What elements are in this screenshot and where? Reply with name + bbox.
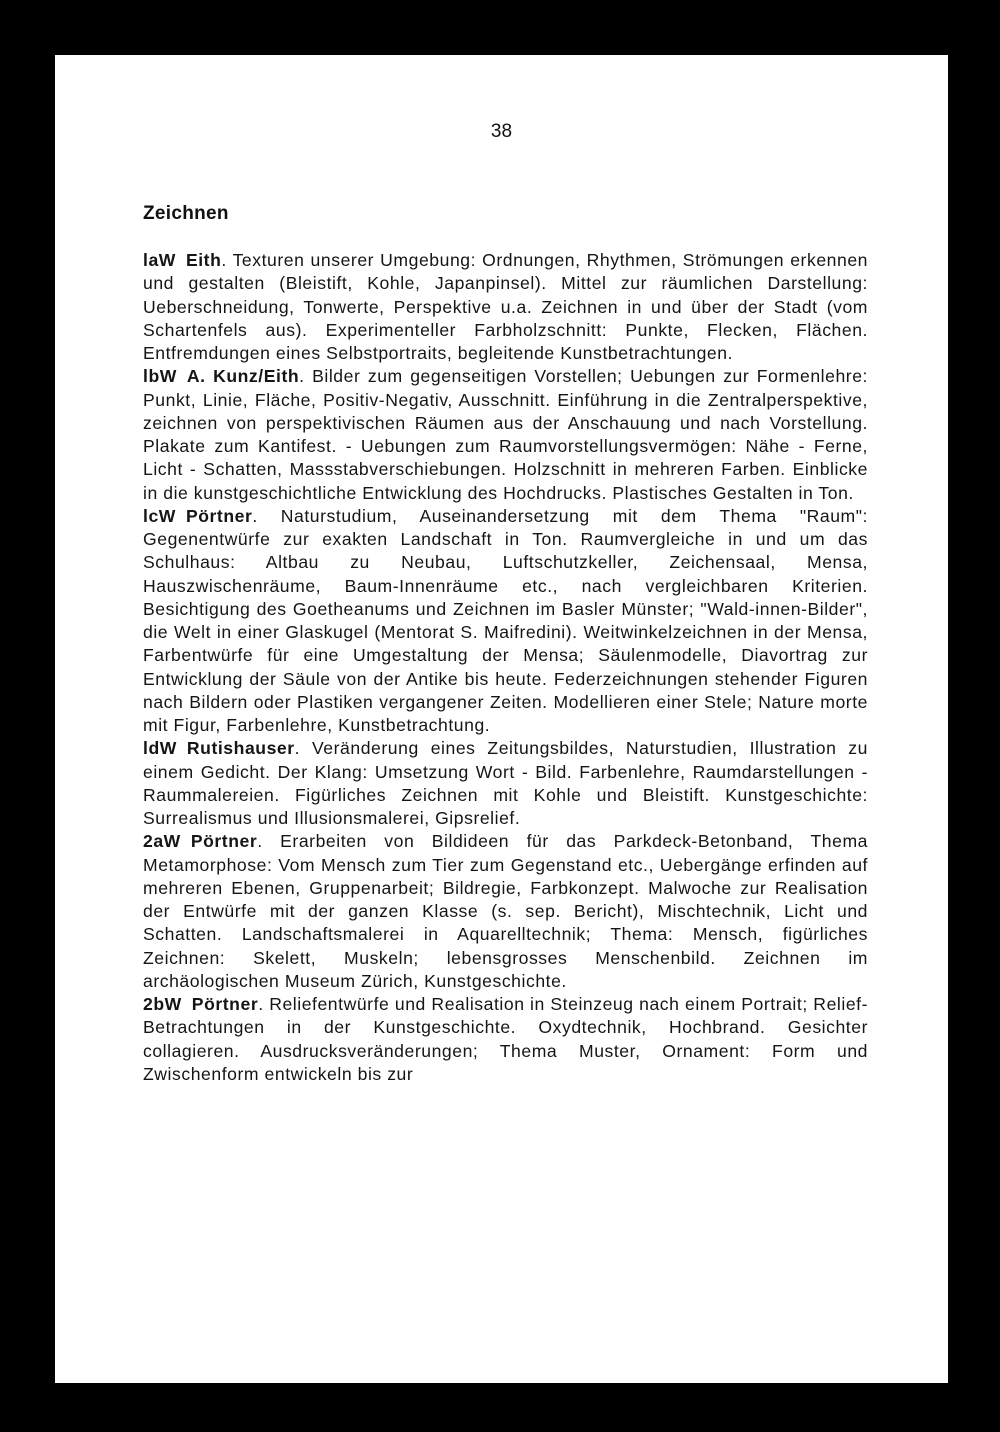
- course-entry-1bw: [143, 365, 868, 505]
- document-page: [55, 55, 948, 1383]
- teacher-name: Pörtner: [190, 831, 258, 852]
- teacher-name: Pörtner: [185, 505, 253, 526]
- entry-heading: [143, 738, 295, 758]
- course-entry-2bw: [143, 993, 868, 1086]
- entry-text: . Veränderung eines Zeitungsbildes, Naturstudien, Illustration zu einem Gedicht. Der Klang: Umsetzung Wort - Bild. Farbenlehre, Raumdarstellungen - Raummalereien. Figürliches Zeichnen mit Kohle und Bleistift. Kunstgeschichte: Surrealismus und Illusionsmalerei, Gipsrelief.: [143, 738, 868, 828]
- class-code: ldW: [143, 738, 177, 759]
- entry-heading: [143, 831, 257, 851]
- course-entry-2aw: [143, 830, 868, 993]
- teacher-name: Eith: [185, 250, 222, 270]
- course-entry-1aw: [143, 249, 868, 365]
- entry-text: . Bilder zum gegenseitigen Vorstellen; Uebungen zur Formenlehre: Punkt, Linie, Fläche, Positiv-Negativ, Ausschnitt. Einführung in die Zentralperspektive, zeichnen von perspektivischen Räumen aus der Anschauung und nach Vorstellung. Plakate zum Kantifest. - Uebungen zum Raumvorstellungsvermögen: Nähe - Ferne, Licht - Schatten, Massstabverschiebungen. Holzschnitt in mehreren Farben. Einblicke in die kunstgeschichtliche Entwicklung des Hochdrucks. Plastisches Gestalten in Ton.: [143, 366, 868, 503]
- course-entry-1dw: [143, 737, 868, 830]
- entry-text: . Erarbeiten von Bildideen für das Parkdeck-Betonband, Thema Metamorphose: Vom Mensch zum Tier zum Gegenstand etc., Uebergänge erfinden auf mehreren Ebenen, Gruppenarbeit; Bildregie, Farbkonzept. Malwoche zur Realisation der Entwürfe mit der ganzen Klasse (s. sep. Bericht), Mischtechnik, Licht und Schatten. Landschaftsmalerei in Aquarelltechnik; Thema: Mensch, figürliches Zeichnen: Skelett, Muskeln; lebensgrosses Menschenbild. Zeichnen im archäologischen Museum Zürich, Kunstgeschichte.: [143, 831, 868, 991]
- class-code: laW: [143, 250, 176, 270]
- course-list: [143, 249, 868, 1086]
- class-code: lcW: [143, 505, 176, 526]
- class-code: 2bW: [143, 994, 182, 1014]
- entry-heading: [143, 250, 221, 270]
- page-number: 38: [490, 121, 513, 142]
- section-title: Zeichnen: [143, 203, 229, 224]
- entry-heading: [143, 994, 258, 1014]
- entry-text: . Reliefentwürfe und Realisation in Steinzeug nach einem Portrait; Relief-Betrachtungen in der Kunstgeschichte. Oxydtechnik, Hochbrand. Gesichter collagieren. Ausdrucksveränderungen; Thema Muster, Ornament: Form und Zwischenform entwickeln bis zur: [143, 994, 868, 1084]
- course-entry-1cw: [143, 505, 868, 738]
- entry-text: . Texturen unserer Umgebung: Ordnungen, Rhythmen, Strömungen erkennen und gestalten (Bleistift, Kohle, Japanpinsel). Mittel zur räumlichen Darstellung: Ueberschneidung, Tonwerte, Perspektive u.a. Zeichnen in und über der Stadt (vom Schartenfels aus). Experimenteller Farbholzschnitt: Punkte, Flecken, Flächen. Entfremdungen eines Selbstportraits, begleitende Kunstbetrachtungen.: [143, 250, 868, 363]
- class-code: 2aW: [143, 831, 181, 852]
- entry-text: . Naturstudium, Auseinandersetzung mit dem Thema "Raum": Gegenentwürfe zur exakten Landschaft in Ton. Raumvergleiche in und um das Schulhaus: Altbau zu Neubau, Luftschutzkeller, Zeichensaal, Mensa, Hauszwischenräume, Baum-Innenräume etc., nach vergleichbaren Kriterien. Besichtigung des Goetheanums und Zeichnen im Basler Münster; "Wald-innen-Bilder", die Welt in einer Glaskugel (Mentorat S. Maifredini). Weitwinkelzeichnen in der Mensa, Farbentwürfe für eine Umgestaltung der Mensa; Säulenmodelle, Diavortrag zur Entwicklung der Säule von der Antike bis heute. Federzeichnungen stehender Figuren nach Bildern oder Plastiken vergangener Zeiten. Modellieren einer Stele; Nature morte mit Figur, Farbenlehre, Kunstbetrachtung.: [143, 505, 868, 735]
- teacher-name: Pörtner: [191, 994, 259, 1014]
- class-code: lbW: [143, 366, 177, 387]
- teacher-name: Rutishauser: [186, 738, 295, 759]
- teacher-name: A. Kunz/Eith: [186, 366, 300, 387]
- entry-heading: [143, 506, 252, 526]
- entry-heading: [143, 366, 299, 386]
